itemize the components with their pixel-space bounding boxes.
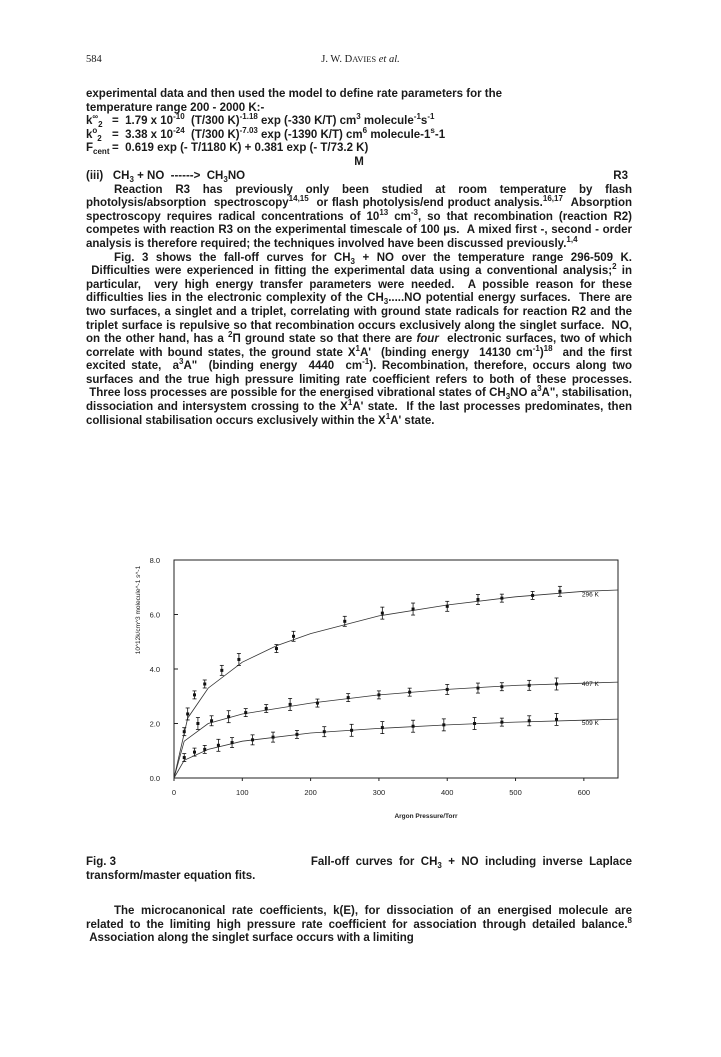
equation-fcent: $F_{cent}$ = 0.619 exp (- T/1180 K) + 0.381 exp (- T/73.2 K) [86,142,369,157]
data-point [272,736,275,739]
data-point [323,730,326,733]
page-number: 584 [86,54,102,65]
data-point [289,703,292,706]
fall-off-chart [86,554,646,829]
data-point [237,658,240,661]
y-tick-label: 6.0 [149,610,160,620]
data-point [381,612,384,615]
x-tick-label: 400 [440,788,454,797]
data-point [500,597,503,600]
x-tick-label: 300 [372,788,386,797]
data-point [347,696,350,699]
data-point [528,719,531,722]
series-label: 407 K [581,681,599,689]
footer-paragraph: The microcanonical rate coefficients, k(E), for dissociation of an energised molecule are related to the limiting high pressure rate coefficient for association through detailed balance.$^8$ Association along the singlet surface occurs with a limiting [86,905,632,945]
data-point [295,733,298,736]
data-point [377,693,380,696]
data-point [528,684,531,687]
data-point [196,722,199,725]
data-point [500,685,503,688]
fit-curve [174,719,618,778]
data-point [220,669,223,672]
data-point [251,738,254,741]
data-point [193,751,196,754]
data-point [316,702,319,705]
data-point [227,715,230,718]
y-tick-label: 2.0 [149,719,160,729]
body-text [86,88,632,428]
figure-caption: Fig. 3 Fall-off curves for $CH_3$ + NO including inverse Laplace transform/master equation fits. [86,856,632,882]
reaction-label: R3 [613,169,628,182]
data-point [412,608,415,611]
x-tick-label: 600 [577,788,591,797]
data-point [183,730,186,733]
data-point [381,726,384,729]
data-point [476,598,479,601]
x-tick-label: 200 [304,788,317,797]
reaction-r3: (iii) $CH_3$ + NO ------> $CH_3NO$ R3 [86,169,628,184]
data-point [343,620,346,623]
paragraph-1: Reaction R3 has previously only been studied at room temperature by flash photolysis/absorption spectroscopy$^{14,15}$ or flash photolysis/end product analysis.$^{16,17}$ Absorption spectroscopy requires radical concentrations of $10^{13}$ $cm^{-3}$, so that recombination (reaction R2) competes with reaction R3 on the experimental timescale of 100 µs. A mixed first -, second - order analysis is therefore required; the techniques involved have been discussed previously.$^{1,4}$ [86,183,632,250]
data-point [473,722,476,725]
data-point [265,707,268,710]
data-point [210,719,213,722]
equation-k-inf: $k^\infty_2$ = 1.79 x $10^{-10}$ (T/300 K)$^{-1.18}$ exp (-330 K/T) $cm^3$ $molecule^{-1}s^{-1}$ [86,112,435,130]
data-point [555,682,558,685]
data-point [555,718,558,721]
data-point [183,756,186,759]
data-point [231,741,234,744]
x-tick-label: 0 [171,788,177,797]
data-point [446,605,449,608]
equation-m-label: M [354,155,364,168]
series-label: 509 K [581,720,599,728]
data-point [203,682,206,685]
data-point [217,744,220,747]
intro-text: experimental data and then used the model to define rate parameters for the temperature range 200 - 2000 K:- [86,88,503,114]
plot-frame [174,560,618,778]
equation-k-zero: $k^o_2$ = 3.38 x $10^{-24}$ (T/300 K)$^{-7.03}$ exp (-1390 K/T) $cm^6$ molecule-1$^s$-1 [86,125,446,143]
y-tick-label: 8.0 [149,556,160,565]
caption-label: Fig. 3 [86,856,117,868]
caption-line-2: transform/master equation fits. [86,870,256,882]
y-tick-label: 4.0 [149,665,160,674]
data-point [408,691,411,694]
data-point [558,590,561,593]
data-point [476,687,479,690]
data-point [186,712,189,715]
y-tick-label: 0.0 [149,774,160,783]
data-point [203,748,206,751]
page-header [0,54,721,68]
data-point [412,725,415,728]
data-point [531,594,534,597]
x-axis-label: Argon Pressure/Torr [394,813,458,820]
fit-curve [174,682,618,778]
data-point [446,688,449,691]
data-point [442,723,445,726]
data-point [244,711,247,714]
data-point [193,693,196,696]
y-axis-label: 10^12k/cm^3 molecule^-1 s^-1 [135,565,142,655]
paragraph-2: Fig. 3 shows the fall-off curves for $CH_3$ + NO over the temperature range 296-509 K. Difficulties were experienced in fitting the experimental data using a conventional analysis;$^2$ in particular, very high energy transfer parameters were needed. A possible reason for these difficulties lies in the electronic complexity of the $CH_3.....NO$ potential energy surfaces. There are two surfaces, a singlet and a triplet, correlating with ground state radicals for reaction R2 and the triplet surface is repulsive so that recombination occurs exclusively along the singlet surface. NO, on the other hand, has a $^2$Π ground state so that there are four electronic surfaces, two of which correlate with bound states, the ground state $X^1A'$ (binding energy 14130 $cm^{-1})^{18}$ and the first excited state, $a^3A$" (binding energy 4440 $cm^{-1}$). Recombination, therefore, occurs along two surfaces and the true high pressure limiting rate coefficient refers to both of these processes. Three loss processes are possible for the energised vibrational states of $CH_3NO$ $a^3A$", stabilisation, dissociation and intersystem crossing to the $X^1A'$ state. If the last processes predominates, then collisional stabilisation occurs exclusively within the $X^1A'$ state. [86,251,633,427]
data-point [292,635,295,638]
data-point [275,647,278,650]
running-title: J. W. DAVIES et al. [321,54,400,65]
x-tick-label: 500 [509,788,522,797]
data-point [500,721,503,724]
data-point [350,729,353,732]
series-label: 296 K [581,591,599,599]
x-tick-label: 100 [236,788,249,797]
